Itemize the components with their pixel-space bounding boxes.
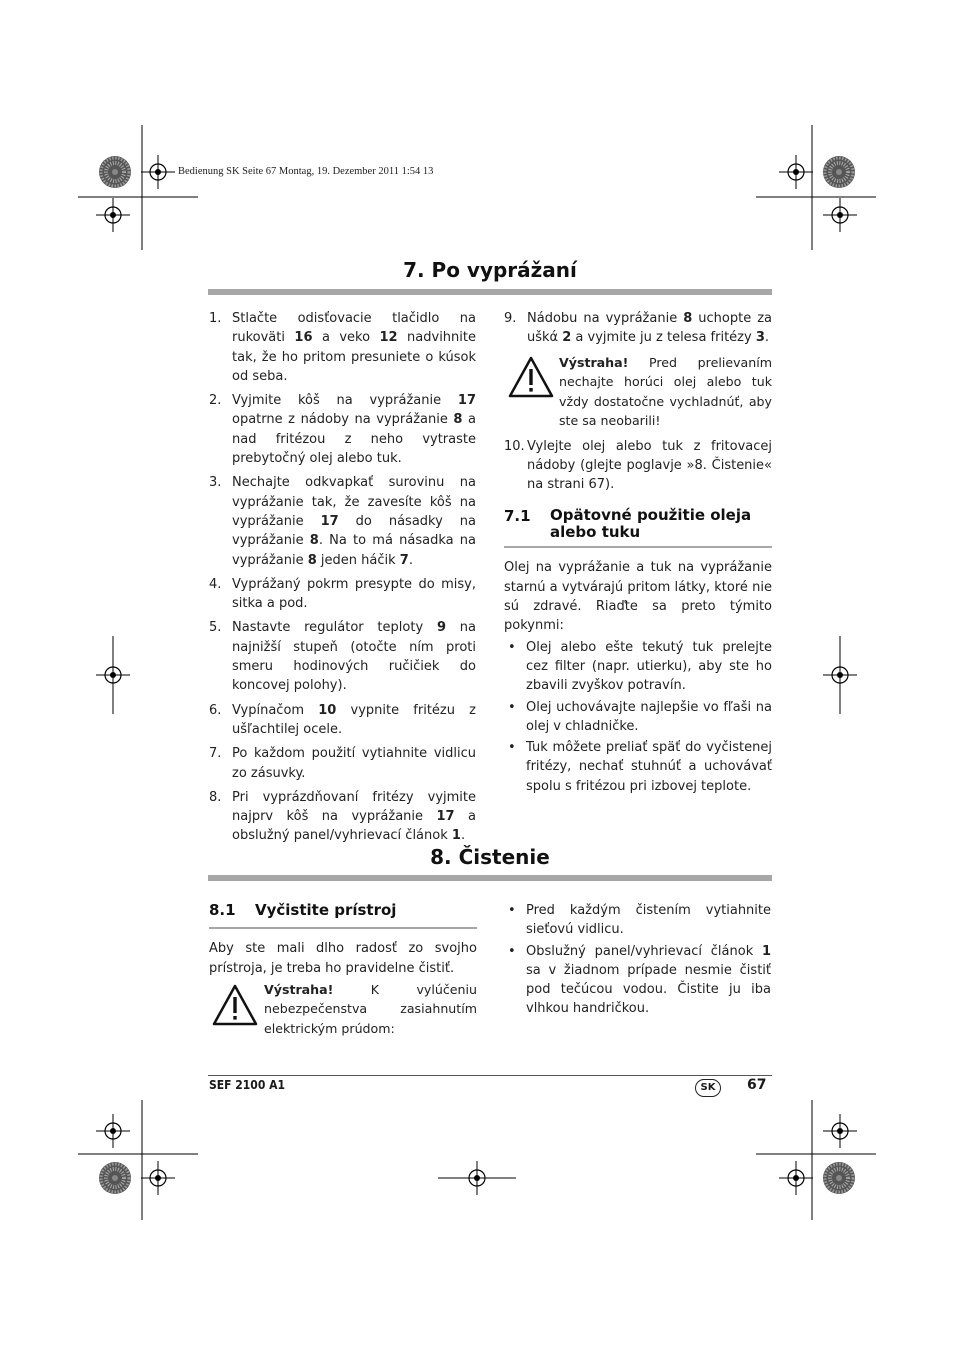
step-item	[504, 309, 772, 348]
bullet-dot: •	[508, 903, 516, 918]
text-run: Stlačte odisťovacie tlačidlo na rukoväti	[232, 311, 476, 346]
step-number: 1.	[209, 311, 222, 326]
steps-list-left	[209, 309, 476, 846]
subsection-number: 7.1	[504, 507, 531, 526]
section-7-title: 7. Po vyprážaní	[403, 258, 577, 282]
section-7-bar	[208, 289, 772, 295]
bullet-dot: •	[508, 740, 516, 756]
part-number-ref: 17	[457, 393, 476, 409]
text-run: Po každom použití vytiahnite vidlicu zo zásuvky.	[232, 746, 476, 781]
step-number: 10.	[504, 438, 525, 454]
step-text	[232, 744, 476, 783]
bullet-text: Olej uchovávajte najlepšie vo fľaši na olej v chladničke.	[526, 699, 772, 734]
cleaning-bullets	[504, 901, 771, 1019]
section-8-bar	[208, 875, 772, 881]
step-text	[232, 473, 476, 569]
text-run: Vyprážaný pokrm presypte do misy, sitka a pod.	[232, 576, 476, 612]
print-header-line: Bedienung SK Seite 67 Montag, 19. Dezember 2011 1:54 13	[178, 166, 434, 177]
footer-rule	[208, 1075, 772, 1076]
subsection-number: 8.1	[209, 901, 236, 919]
warning-message: K vylúčeniu nebezpečenstva zasiahnutím elektrickým prúdom:	[264, 981, 477, 1036]
warning-box-oil	[504, 353, 772, 431]
text-run: Nastavte regulátor teploty	[232, 620, 437, 636]
step-text	[232, 575, 476, 614]
bullet-text: Olej alebo ešte tekutý tuk prelejte cez filter (napr. utierku), aby ste ho zbavili zvyškov potravín.	[526, 639, 772, 694]
part-number-ref: 9	[436, 620, 446, 636]
step-text	[232, 701, 476, 740]
text-run: sa v žiadnom prípade nesmie čistiť pod tečúcou vodou. Čistite ju iba vlhkou handričkou.	[526, 962, 771, 1017]
subsection-7-1-heading	[504, 507, 772, 541]
part-number-ref: 8	[453, 412, 463, 428]
part-number-ref: 12	[379, 330, 398, 346]
bullet-item	[504, 638, 772, 696]
step-number: 9.	[504, 311, 517, 326]
section-8-title: 8. Čistenie	[430, 845, 550, 869]
step-item	[209, 391, 476, 468]
step-number: 3.	[209, 475, 222, 491]
step-number: 7.	[209, 746, 222, 762]
text-run: Pri vyprázdňovaní fritézy vyjmite najprv kôš na vyprážanie	[232, 789, 476, 825]
part-number-ref: 8	[683, 311, 693, 326]
text-run: opatrne z nádoby na vyprážanie	[232, 412, 454, 428]
warning-text-oil	[559, 353, 772, 431]
part-number-ref: 1	[451, 828, 461, 844]
step-item	[209, 309, 476, 386]
text-run: uchopte za uškά	[527, 311, 772, 346]
part-number-ref: 17	[436, 809, 455, 825]
text-run: vypnite fritézu z ušľachtilej ocele.	[232, 702, 476, 737]
text-run: Vyjmite kôš na vyprážanie	[232, 393, 458, 409]
part-number-ref: 8	[309, 533, 319, 549]
step-text	[527, 309, 772, 348]
text-run: .	[764, 330, 770, 346]
warning-triangle-icon	[507, 355, 555, 405]
bullet-item	[504, 698, 772, 737]
part-number-ref: 3	[755, 330, 765, 346]
subsection-title: Vyčistite prístroj	[255, 901, 397, 919]
language-badge: SK	[695, 1079, 721, 1097]
text-run: Obslužný panel/vyhrievací článok	[526, 943, 762, 959]
text-run: Vylejte olej alebo tuk z fritovacej nádoby (glejte poglavje »8. Čistenie« na strani 67).	[527, 438, 772, 493]
step-item	[504, 437, 772, 495]
text-run: .	[408, 552, 413, 568]
text-run: jeden háčik	[316, 552, 400, 568]
bullet-item	[504, 901, 771, 940]
step-number: 4.	[209, 576, 222, 592]
text-run: Vypínačom	[232, 702, 319, 718]
text-run: a nad fritézou z neho vytraste prebytočný olej alebo tuk.	[232, 412, 476, 467]
bullet-dot: •	[508, 639, 516, 655]
part-number-ref: 8	[307, 552, 317, 568]
step-item	[209, 473, 476, 569]
step-text	[232, 391, 476, 468]
text-run: do násadky na vyprážanie	[232, 513, 476, 549]
text-run: a obslužný panel/vyhrievací článok	[232, 809, 476, 844]
text-run: a vyjmite ju z telesa fritézy	[571, 330, 756, 346]
steps-list-right	[504, 309, 772, 348]
bullet-item	[504, 942, 771, 1019]
part-number-ref: 7	[399, 552, 409, 568]
part-number-ref: 17	[320, 513, 339, 529]
bullet-text: Tuk môžete preliať späť do vyčistenej fritézy, nechať stuhnúť a uchovávať spolu s fritézou pri izbovej teplote.	[526, 740, 772, 794]
subsection-8-1-intro: Aby ste mali dlho radosť zo svojho prístroja, je treba ho pravidelne čistiť.	[209, 941, 477, 976]
step-number: 5.	[209, 620, 222, 636]
step-text	[232, 788, 476, 846]
subsection-8-1-heading	[209, 901, 477, 920]
reuse-oil-bullets	[504, 638, 772, 796]
warning-label: Výstraha!	[264, 981, 334, 997]
step-number: 2.	[209, 393, 222, 409]
bullet-dot: •	[508, 699, 516, 715]
text-run: . Na to má násadka na vyprážanie	[232, 533, 476, 568]
warning-triangle-icon	[211, 983, 259, 1033]
step-item	[209, 788, 476, 846]
step-item	[209, 618, 476, 695]
step-text	[232, 309, 476, 386]
page-number: 67	[747, 1077, 767, 1093]
subsection-7-1-intro: Olej na vyprážanie a tuk na vyprážanie starnú a vytvárajú pritom látky, ktoré nie sú zdravé. Riaďte sa preto týmito pokynmi:	[504, 560, 772, 634]
step-text	[527, 437, 772, 495]
step-item	[209, 575, 476, 614]
steps-list-right-cont	[504, 437, 772, 495]
step-text	[232, 618, 476, 695]
step-item	[209, 744, 476, 783]
warning-label: Výstraha!	[559, 354, 629, 370]
subsection-title: Opätovné použitie oleja alebo tuku	[550, 506, 752, 542]
text-run: Nechajte odkvapkať surovinu na vyprážanie tak, že zavesíte kôš na vyprážanie	[232, 475, 476, 529]
warning-text-electric	[264, 980, 477, 1039]
step-number: 8.	[209, 789, 222, 805]
step-item	[209, 701, 476, 740]
section-8-right-column	[504, 901, 771, 1021]
section-8-left-column	[209, 901, 477, 1044]
warning-message: Pred prelievaním nechajte horúci olej alebo tuk vždy dostatočne vychladnúť, aby ste sa neobarili!	[559, 354, 772, 429]
text-run: Pred každým čistením vytiahnite sieťovú vidlicu.	[526, 903, 771, 938]
bullet-item	[504, 738, 772, 796]
part-number-ref: 16	[294, 330, 313, 346]
bullet-text	[526, 901, 771, 940]
part-number-ref: 10	[318, 702, 337, 718]
section-7-left-column	[209, 309, 476, 851]
text-run: na najnižší stupeň (otočte ním proti smeru hodinových ručičiek do koncovej polohy).	[232, 620, 476, 694]
subsection-8-1-underline	[209, 927, 477, 929]
step-number: 6.	[209, 702, 222, 718]
text-run: nadvihnite tak, že ho pritom presuniete o kúsok od seba.	[232, 330, 476, 384]
part-number-ref: 2	[562, 330, 572, 346]
text-run: .	[460, 828, 466, 844]
section-7-right-column	[504, 309, 772, 798]
bullet-text	[526, 942, 771, 1019]
bullet-dot: •	[508, 943, 516, 959]
part-number-ref: 1	[761, 943, 771, 959]
subsection-7-1-underline	[504, 546, 772, 548]
warning-box-electric	[209, 980, 477, 1039]
text-run: Nádobu na vyprážanie	[527, 311, 684, 326]
text-run: a veko	[312, 330, 380, 346]
footer-model: SEF 2100 A1	[209, 1078, 285, 1092]
